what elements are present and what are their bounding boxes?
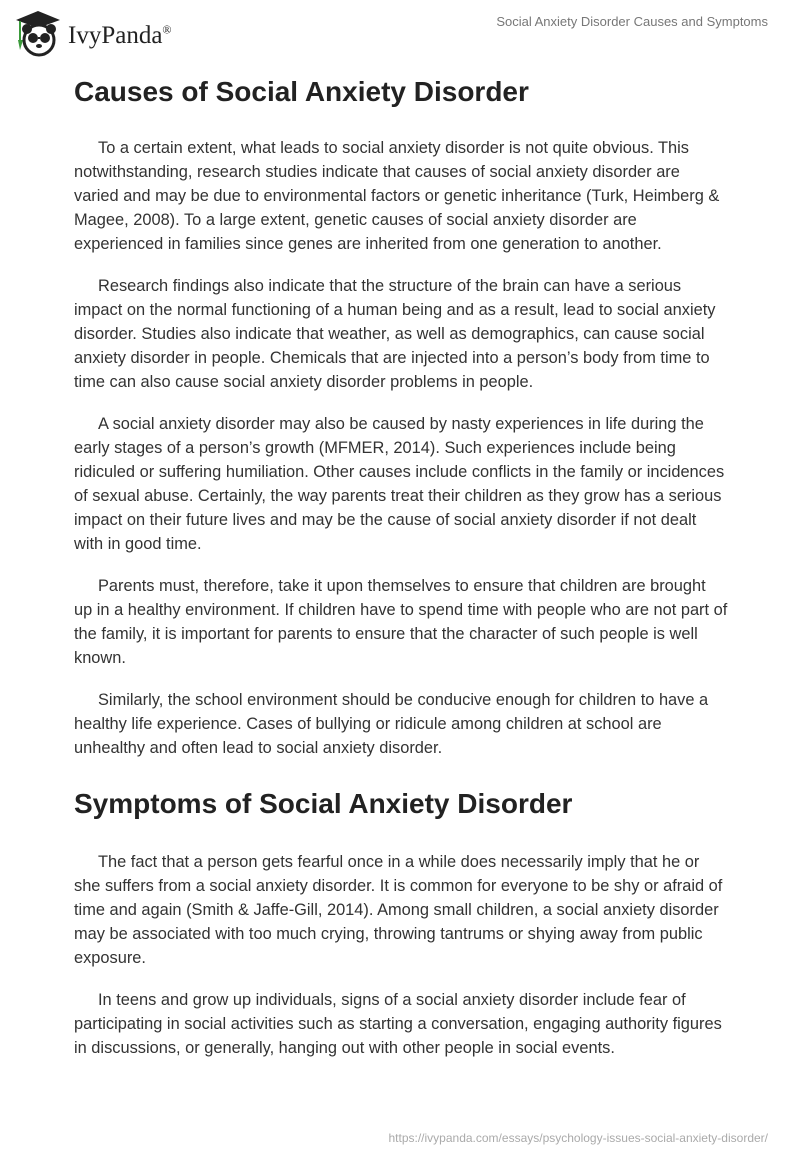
essay-content [74,70,728,1078]
document-title: Social Anxiety Disorder Causes and Symptoms [496,14,768,29]
paragraph: The fact that a person gets fearful once in a while does necessarily imply that he or she suffers from a social anxiety disorder. It is common for everyone to be shy or afraid of time and again (Smith & Jaffe-Gill, 2014). Among small children, a social anxiety disorder may be associated with too much crying, throwing tantrums or shying away from public exposure. [74,853,723,967]
paragraph: Research findings also indicate that the structure of the brain can have a serious impact on the normal functioning of a human being and as a result, lead to social anxiety disorder. Studies also indicate that weather, as well as demographics, can cause social anxiety disorder in people. Chemicals that are injected into a person’s body from time to time can also cause social anxiety disorder problems in people. [74,277,716,391]
section-heading-causes: Causes of Social Anxiety Disorder [74,76,529,107]
paragraph: In teens and grow up individuals, signs of a social anxiety disorder include fear of participating in social activities such as starting a conversation, engaging authority figures in discussions, or generally, hanging out with other people in social events. [74,991,722,1057]
paragraph: To a certain extent, what leads to social anxiety disorder is not quite obvious. This notwithstanding, research studies indicate that causes of social anxiety disorder are varied and may be due to environmental factors or genetic inheritance (Turk, Heimberg & Magee, 2008). To a large extent, genetic causes of social anxiety disorder are experienced in families since genes are inherited from one generation to another. [74,139,720,253]
paragraph: Similarly, the school environment should be conducive enough for children to have a healthy life experience. Cases of bullying or ridicule among children at school are unhealthy and often lead to social anxiety disorder. [74,691,709,757]
source-url[interactable]: https://ivypanda.com/essays/psychology-issues-social-anxiety-disorder/ [388,1131,768,1145]
paragraph: A social anxiety disorder may also be caused by nasty experiences in life during the early stages of a person’s growth (MFMER, 2014). Such experiences include being ridiculed or suffering humiliation. Other causes include conflicts in the family or incidences of sexual abuse. Certainly, the way parents treat their children as they grow has a serious impact on their future lives and may be the cause of social anxiety disorder if not dealt with in good time. [74,415,725,553]
paragraph: Parents must, therefore, take it upon themselves to ensure that children are brought up in a healthy environment. If children have to spend time with people who are not part of the family, it is important for parents to ensure that the character of such people is well known. [74,577,728,667]
logo-text: IvyPanda® [68,22,172,49]
page-header [0,0,800,60]
ivypanda-logo[interactable] [12,8,172,58]
panda-graduate-icon [12,8,64,58]
section-heading-symptoms: Symptoms of Social Anxiety Disorder [74,788,573,819]
